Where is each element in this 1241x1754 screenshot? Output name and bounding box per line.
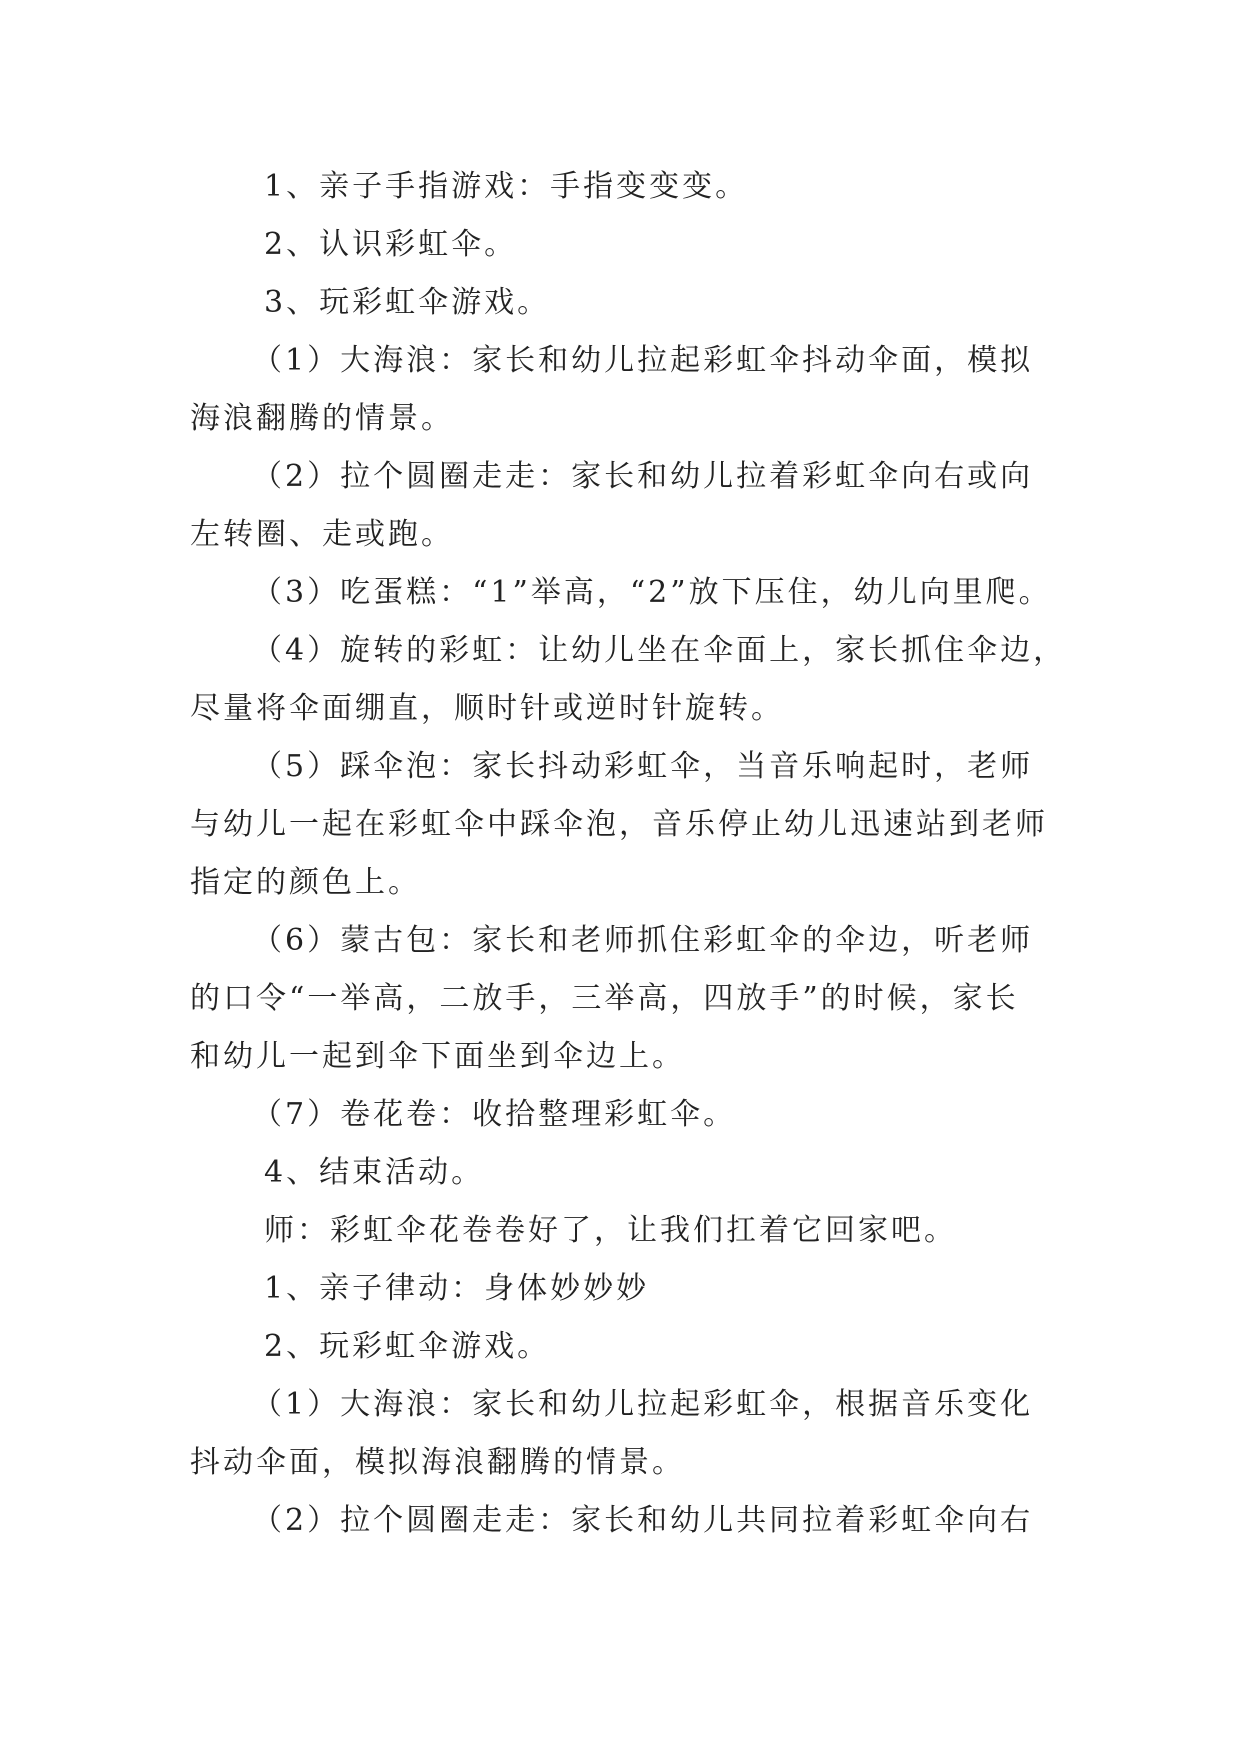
text-line: 和幼儿一起到伞下面坐到伞边上。 bbox=[190, 1039, 685, 1074]
text-line: （4）旋转的彩虹：让幼儿坐在伞面上，家长抓住伞边， bbox=[252, 633, 1067, 668]
text-line: （2）拉个圆圈走走：家长和幼儿拉着彩虹伞向右或向 bbox=[252, 459, 1034, 494]
text-line: （5）踩伞泡：家长抖动彩虹伞，当音乐响起时，老师 bbox=[252, 749, 1034, 784]
text-line: （7）卷花卷：收拾整理彩虹伞。 bbox=[252, 1097, 737, 1132]
text-line: （2）拉个圆圈走走：家长和幼儿共同拉着彩虹伞向右 bbox=[252, 1503, 1034, 1538]
text-line: （3）吃蛋糕：“1”举高，“2”放下压住，幼儿向里爬。 bbox=[252, 575, 1052, 610]
text-line: （6）蒙古包：家长和老师抓住彩虹伞的伞边，听老师 bbox=[252, 923, 1034, 958]
text-line: 2、认识彩虹伞。 bbox=[264, 227, 518, 262]
text-line: 海浪翻腾的情景。 bbox=[190, 401, 454, 436]
text-line: 1、亲子手指游戏：手指变变变。 bbox=[264, 169, 749, 204]
text-line: 1、亲子律动：身体妙妙妙 bbox=[264, 1271, 650, 1306]
text-line: 与幼儿一起在彩虹伞中踩伞泡，音乐停止幼儿迅速站到老师 bbox=[190, 807, 1048, 842]
text-line: 指定的颜色上。 bbox=[190, 865, 421, 900]
text-line: （1）大海浪：家长和幼儿拉起彩虹伞抖动伞面，模拟 bbox=[252, 343, 1034, 378]
text-line: 的口令“一举高，二放手，三举高，四放手”的时候，家长 bbox=[190, 981, 1019, 1016]
text-line: 2、玩彩虹伞游戏。 bbox=[264, 1329, 551, 1364]
text-line: 左转圈、走或跑。 bbox=[190, 517, 454, 552]
text-line: 抖动伞面，模拟海浪翻腾的情景。 bbox=[190, 1445, 685, 1480]
text-line: （1）大海浪：家长和幼儿拉起彩虹伞，根据音乐变化 bbox=[252, 1387, 1034, 1422]
text-line: 4、结束活动。 bbox=[264, 1155, 485, 1190]
text-line: 3、玩彩虹伞游戏。 bbox=[264, 285, 551, 320]
text-line: 尽量将伞面绷直，顺时针或逆时针旋转。 bbox=[190, 691, 784, 726]
document-body bbox=[190, 158, 1067, 1550]
text-line: 师：彩虹伞花卷卷好了，让我们扛着它回家吧。 bbox=[264, 1213, 957, 1248]
